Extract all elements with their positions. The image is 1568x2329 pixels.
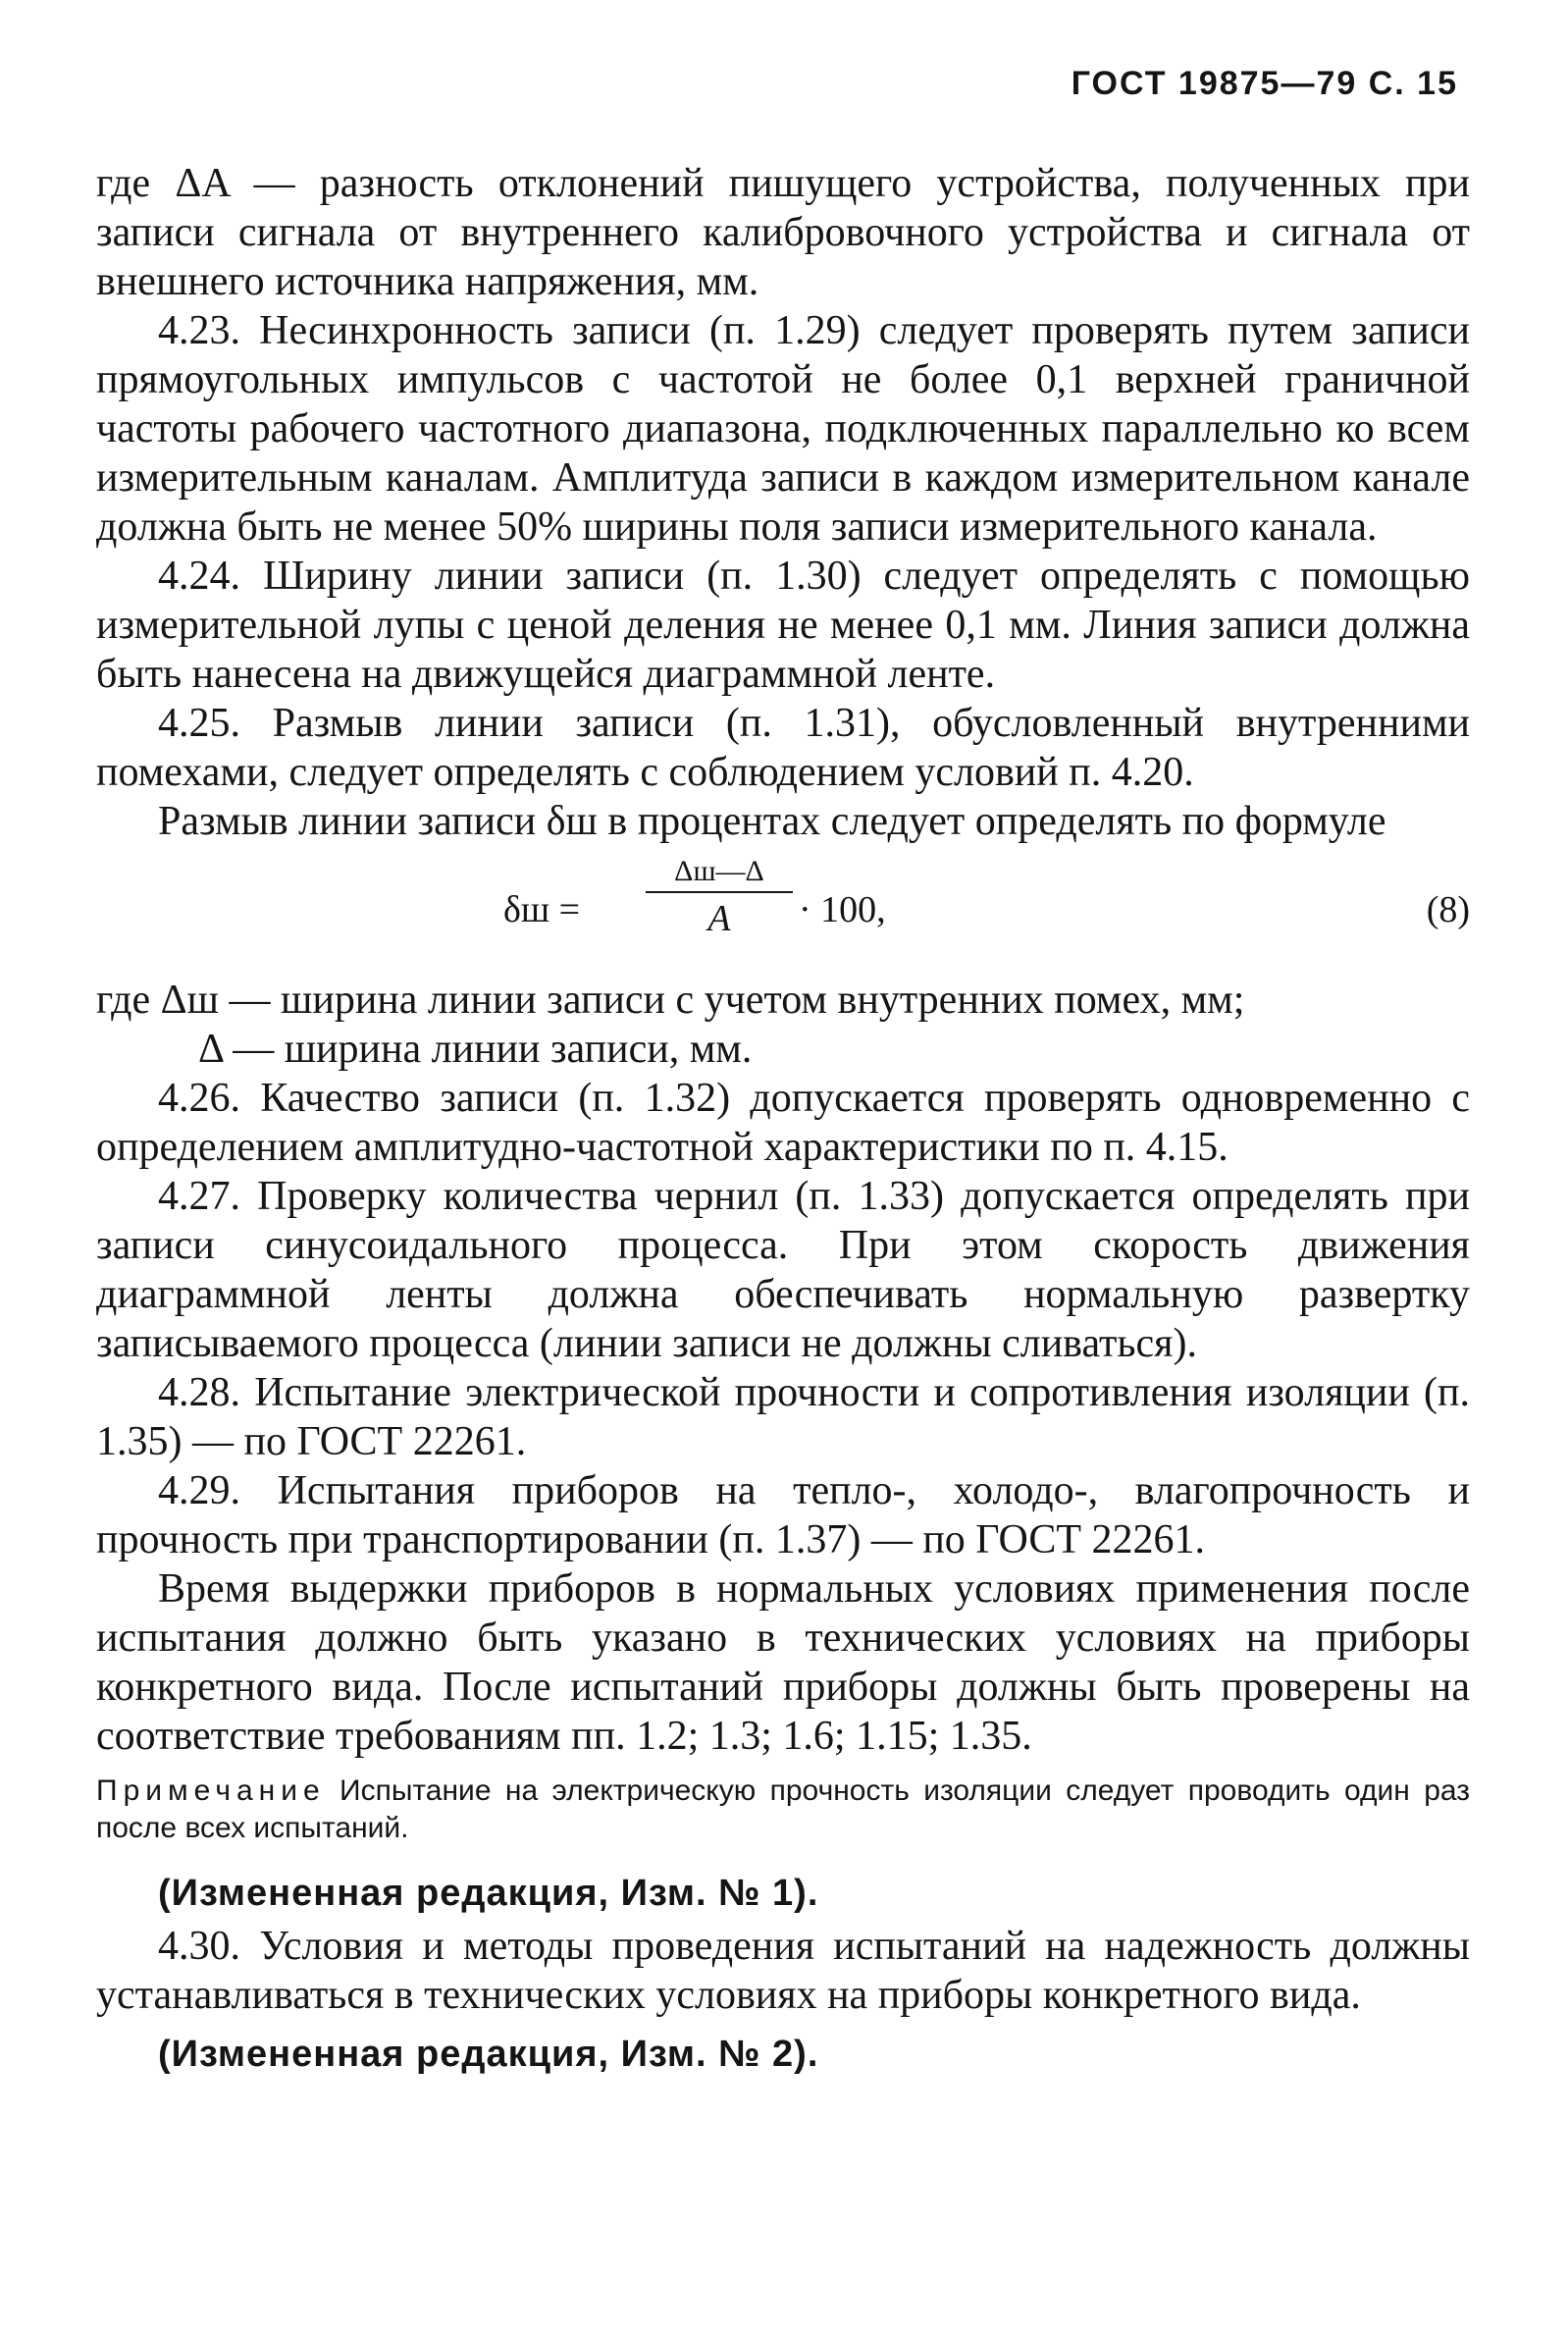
formula-lhs: δш =: [503, 889, 581, 930]
paragraph-4-29: 4.29. Испытания приборов на тепло-, холодо-, влагопрочность и прочность при транспортировании (п. 1.37) — по ГОСТ 22261.: [96, 1468, 1470, 1562]
formula-number: (8): [1426, 889, 1470, 930]
paragraph-4-25: 4.25. Размыв линии записи (п. 1.31), обусловленный внутренними помехами, следует определять с соблюдением условий п. 4.20.: [96, 701, 1470, 795]
paragraph-4-24: 4.24. Ширину линии записи (п. 1.30) следует определять с помощью измерительной лупы с ценой деления не менее 0,1 мм. Линия записи должна быть нанесена на движущейся диаграммной ленте.: [96, 554, 1470, 697]
note: [96, 1773, 1470, 1847]
page-header: ГОСТ 19875—79 С. 15: [1071, 65, 1458, 102]
paragraph-4-26: 4.26. Качество записи (п. 1.32) допускается проверять одновременно с определением амплитудно-частотной характеристики по п. 4.15.: [96, 1076, 1470, 1170]
paragraph-delta-a-definition: где ΔA — разность отклонений пишущего устройства, полученных при записи сигнала от внутреннего калибровочного устройства и сигнала от внешнего источника напряжения, мм.: [96, 161, 1470, 304]
paragraph-4-30: 4.30. Условия и методы проведения испытаний на надежность должны устанавливаться в технических условиях на приборы конкретного вида.: [96, 1924, 1470, 2018]
formula-8: [96, 852, 1470, 970]
formula-numerator: Δш—Δ: [646, 852, 793, 893]
where-delta-sh: где Δш — ширина линии записи с учетом внутренних помех, мм;: [96, 978, 1245, 1023]
paragraph-4-23: 4.23. Несинхронность записи (п. 1.29) следует проверять путем записи прямоугольных импульсов с частотой не более 0,1 верхней граничной частоты рабочего частотного диапазона, подключенных параллельно ко всем измерительным каналам. Амплитуда записи в каждом измерительном канале должна быть не менее 50% ширины поля записи измерительного канала.: [96, 308, 1470, 550]
paragraph-4-27: 4.27. Проверку количества чернил (п. 1.33) допускается определять при записи синусоидального процесса. При этом скорость движения диаграммной ленты должна обеспечивать нормальную развертку записываемого процесса (линии записи не должны сливаться).: [96, 1174, 1470, 1366]
formula-multiplier: · 100,: [799, 889, 886, 930]
paragraph-4-25-formula-intro: Размыв линии записи δш в процентах следует определять по формуле: [158, 799, 1386, 844]
formula-denominator: A: [707, 898, 731, 939]
where-delta: Δ — ширина линии записи, мм.: [198, 1027, 753, 1072]
amendment-1: (Измененная редакция, Изм. № 1).: [158, 1873, 819, 1914]
paragraph-4-28: 4.28. Испытание электрической прочности и сопротивления изоляции (п. 1.35) — по ГОСТ 22261.: [96, 1370, 1470, 1464]
amendment-2: (Измененная редакция, Изм. № 2).: [158, 2034, 819, 2075]
document-body: [96, 159, 1470, 2079]
note-label: Примечание: [96, 1774, 326, 1807]
formula-fraction: [646, 852, 793, 944]
paragraph-4-29-duration: Время выдержки приборов в нормальных условиях применения после испытания должно быть указано в технических условиях на приборы конкретного вида. После испытаний приборы должны быть проверены на соответствие требованиям пп. 1.2; 1.3; 1.6; 1.15; 1.35.: [96, 1566, 1470, 1759]
note-text: Испытание на электрическую прочность изоляции следует проводить один раз после всех испытаний.: [96, 1774, 1470, 1844]
